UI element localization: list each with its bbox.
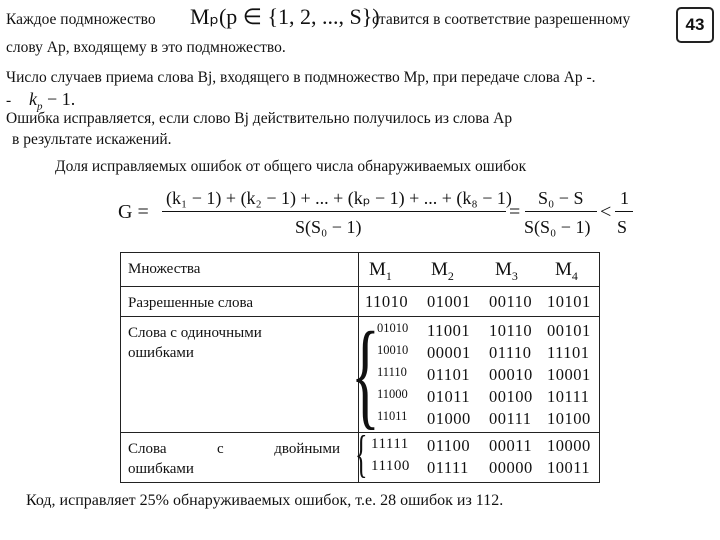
cases-line-1: Число случаев приема слова Вj, входящего в подмножество Мр, при передаче слова Ар -. [6, 69, 596, 86]
allowed-word-m1: 11010 [365, 292, 409, 311]
single-label-line-2: ошибками [128, 345, 194, 361]
single-errors-label [121, 317, 359, 433]
double-m4-word: 10000 [547, 436, 591, 455]
set-m1: $M_1$ [369, 259, 392, 283]
double-m2-word: 01100 [427, 436, 471, 455]
set-m2: $M_2$ [431, 259, 454, 283]
single-m4-word: 10100 [547, 409, 591, 428]
single-m1-word: 11011 [377, 409, 408, 423]
double-label-line-1 [128, 439, 340, 459]
conclusion: Код, исправляет 25% обнаруживаемых ошибок, т.е. 28 ошибок из 112. [26, 492, 504, 509]
double-label-line-2: ошибками [128, 461, 194, 477]
single-m1-word: 01010 [377, 321, 409, 335]
allowed-word-m3: 00110 [489, 292, 533, 311]
allowed-label: Разрешенные слова [121, 287, 359, 317]
double-errors-label [121, 433, 359, 483]
formula-eq-2: = [509, 201, 521, 223]
single-m1-word: 10010 [377, 343, 409, 357]
formula-lt: < [600, 201, 612, 223]
double-m3-word: 00011 [489, 436, 533, 455]
set-m4: $M_4$ [555, 259, 578, 283]
table-row-double-errors [121, 433, 600, 483]
single-m3-word: 00111 [489, 409, 532, 428]
intro-text-after: ставится в соответствие разрешенному [372, 11, 631, 28]
double-m1-word: 11111 [371, 436, 409, 452]
subsets-table [120, 252, 600, 483]
single-m4-word: 00101 [547, 321, 591, 340]
set-m3: $M_3$ [495, 259, 518, 283]
double-errors-words [355, 426, 600, 483]
intro-formula: Mₚ(p ∈ {1, 2, ..., S}) [190, 4, 380, 29]
correction-line-1: Ошибка исправляется, если слово Вj действительно получилось из слова Ар [6, 110, 513, 127]
single-m1-word: 11000 [377, 387, 408, 401]
single-m2-word: 00001 [427, 343, 471, 362]
slide-number: 43 [676, 7, 714, 43]
single-m3-word: 00010 [489, 365, 533, 384]
correction-line-2: в результате искажений. [12, 131, 172, 148]
single-m4-word: 10111 [547, 387, 590, 406]
kp-formula: $k_p - 1$. [29, 89, 76, 113]
fraction-title: Доля исправляемых ошибок от общего числа обнаруживаемых ошибок [55, 158, 527, 175]
fraction-bar-3 [615, 211, 633, 212]
single-label-line-1: Слова с одиночными [128, 325, 262, 341]
double-m3-word: 00000 [489, 458, 533, 477]
double-m4-word: 10011 [547, 458, 591, 477]
intro-line-2: слову Ар, входящему в это подмножество. [6, 39, 286, 56]
double-label-word: Слова [128, 441, 167, 457]
fraction-bar-1 [162, 211, 506, 212]
single-errors-words [351, 307, 600, 440]
allowed-word-m2: 01001 [427, 292, 471, 311]
single-m2-word: 01101 [427, 365, 471, 384]
double-m1-word: 11100 [371, 458, 410, 474]
formula-den-3: S [617, 217, 628, 237]
single-m4-word: 11101 [547, 343, 590, 362]
double-brace: { [355, 426, 368, 483]
formula-num-3: 1 [620, 188, 629, 208]
double-label-word: двойными [274, 441, 340, 457]
fraction-bar-2 [525, 211, 597, 212]
allowed-word-m4: 10101 [547, 292, 591, 311]
header-sets [359, 253, 600, 287]
header-label: Множества [121, 253, 359, 287]
table-row-single-errors [121, 317, 600, 433]
single-m3-word: 00100 [489, 387, 533, 406]
formula-numerator: (k₁ − 1) + (k₂ − 1) + ... + (kₚ − 1) + ... + (k₈ − 1) [166, 188, 512, 208]
allowed-words [359, 287, 600, 317]
formula-denominator: S(S₀ − 1) [295, 217, 362, 237]
formula-num-2: S₀ − S [538, 188, 584, 208]
single-m2-word: 11001 [427, 321, 471, 340]
single-brace: { [351, 307, 380, 440]
formula-den-2: S(S₀ − 1) [524, 217, 591, 237]
formula-lhs: G = [118, 201, 149, 223]
double-m2-word: 01111 [427, 458, 469, 477]
single-m3-word: 10110 [489, 321, 533, 340]
double-label-word: с [217, 441, 224, 457]
single-m1-word: 11110 [377, 365, 407, 379]
single-m2-word: 01000 [427, 409, 471, 428]
intro-text-before: Каждое подмножество [6, 11, 156, 28]
single-m2-word: 01011 [427, 387, 471, 406]
single-m4-word: 10001 [547, 365, 591, 384]
single-m3-word: 01110 [489, 343, 532, 362]
table-header-row [121, 253, 600, 287]
cases-dash: - [6, 92, 12, 109]
